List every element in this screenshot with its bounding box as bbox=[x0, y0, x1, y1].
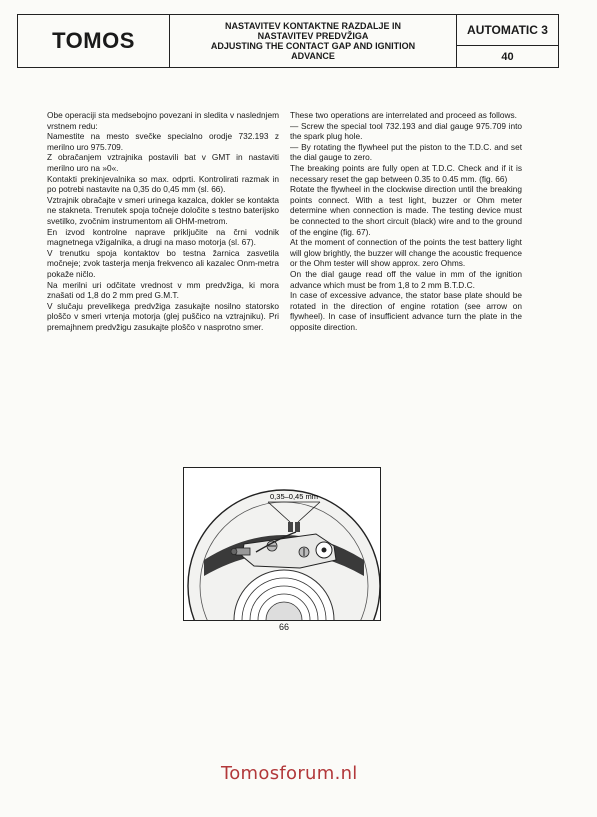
title-line: ADJUSTING THE CONTACT GAP AND IGNITION bbox=[210, 41, 416, 51]
title-line: NASTAVITEV PREDVŽIGA bbox=[257, 31, 369, 41]
header-meta bbox=[457, 15, 558, 67]
contact-gap-figure bbox=[183, 467, 381, 621]
paragraph: Na merilni uri odčitate vrednost v mm predvžiga, ki mora znašati od 1,8 do 2 mm pred G.M.T. bbox=[47, 279, 279, 301]
paragraph: V trenutku spoja kontaktov bo testna žarnica zasvetila močneje; zvok tasterja menja frekvenco ali kazalec Onm-metra pokaže ničlo. bbox=[47, 247, 279, 279]
paragraph: En izvod kontrolne naprave priključite na črni vodnik magnetnega vžigalnika, a drugi na maso motorja (sl. 67). bbox=[47, 226, 279, 248]
paragraph: In case of excessive advance, the stator base plate should be rotated in the direction of engine rotation (see arrow on flywheel). In case of insufficient advance turn the plate in the opposite direction. bbox=[290, 290, 522, 332]
page-number: 40 bbox=[501, 50, 514, 63]
paragraph: Obe operaciji sta medsebojno povezani in sledita v naslednjem vrstnem redu: bbox=[47, 110, 279, 131]
brand-logo: TOMOS bbox=[18, 15, 170, 67]
paragraph: Namestite na mesto svečke specialno orodje 732.193 z merilno uro 975.709. bbox=[47, 131, 279, 152]
figure-caption: 66 bbox=[278, 622, 289, 632]
paragraph: Z obračanjem vztrajnika postavili bat v GMT in nastaviti merilno uro na »0«. bbox=[47, 152, 279, 173]
page-header bbox=[17, 14, 559, 68]
paragraph: — By rotating the flywheel put the piston to the T.D.C. and set the dial gauge to zero. bbox=[290, 141, 522, 163]
watermark: Tomosforum.nl bbox=[221, 763, 358, 784]
english-text-column bbox=[290, 110, 522, 332]
paragraph: Vztrajnik obračajte v smeri urinega kazalca, dokler se kontakta ne stakneta. Trenutek spoja točneje določite s testno baterijsko svetilko, zvočnim instrumentom ali OHM-metrom. bbox=[47, 194, 279, 226]
slovenian-text-column bbox=[47, 110, 279, 332]
section-title bbox=[170, 15, 457, 67]
model-series: AUTOMATIC 3 bbox=[457, 15, 558, 46]
title-line: ADVANCE bbox=[291, 51, 335, 61]
paragraph: These two operations are interrelated and proceed as follows. bbox=[290, 110, 517, 120]
gap-dimension-label: 0,35–0,45 mm bbox=[270, 492, 318, 501]
paragraph: The breaking points are fully open at T.D.C. Check and if it is necessary reset the gap between 0.35 to 0.45 mm. (fig. 66) bbox=[290, 162, 522, 184]
paragraph: — Screw the special tool 732.193 and dial gauge 975.709 into the spark plug hole. bbox=[290, 120, 522, 142]
paragraph: At the moment of connection of the points the test battery light will glow brightly, the buzzer will change the acoustic frequence or the Ohm tester will show approx. zero Ohms. bbox=[290, 237, 522, 269]
breaker-points-illustration bbox=[184, 468, 380, 620]
paragraph: On the dial gauge read off the value in mm of the ignition advance which must be from 1,8 to 2 mm B.T.D.C. bbox=[290, 268, 522, 290]
title-line: NASTAVITEV KONTAKTNE RAZDALJE IN bbox=[224, 21, 401, 31]
paragraph: V slučaju prevelikega predvžiga zasukajte nosilno statorsko ploščo v smeri vrtenja motorja (glej puščico na vztrajniku). Pri premajhnem predvžigu zasukajte ploščo v nasprotno smer. bbox=[47, 300, 279, 332]
paragraph: Rotate the flywheel in the clockwise direction until the breaking points connect. With a test light, buzzer or Ohm meter determine when connection is made. The testing device must be connected to the short circuit (black) wire and to the ground of the engine (fig. 67). bbox=[290, 184, 522, 237]
paragraph: Kontakti prekinjevalnika so max. odprti. Kontrolirati razmak in po potrebi nastavite na 0,35 do 0,45 mm (sl. 66). bbox=[47, 173, 279, 195]
